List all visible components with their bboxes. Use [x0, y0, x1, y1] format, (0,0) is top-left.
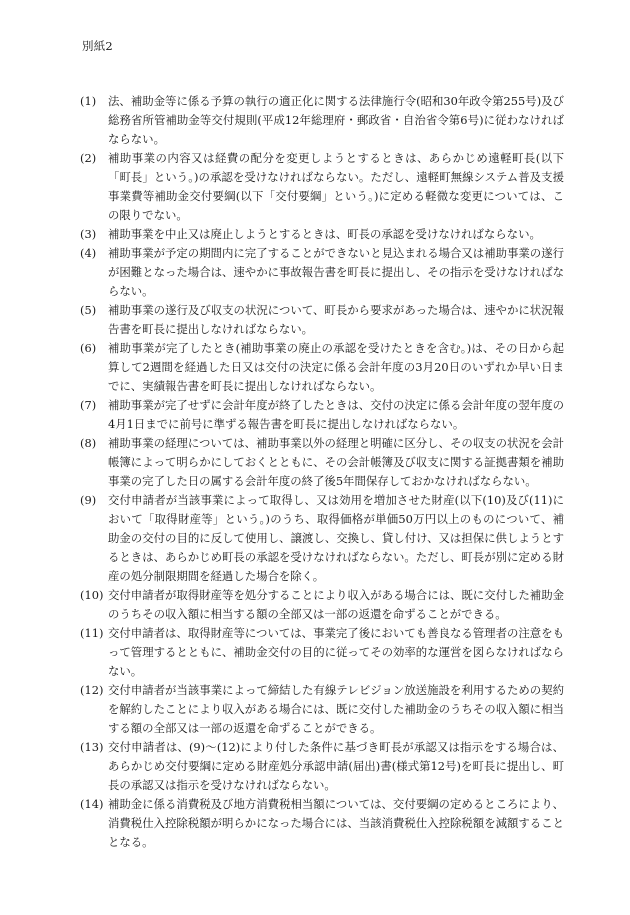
clause-number: (5) [80, 303, 97, 317]
clause-text: 交付申請者が当該事業によって取得し、又は効用を増加させた財産(以下(10)及び(11)において「取得財産等」という。)のうち、取得価格が単価50万円以上のものについて、補助金の交付の目的に反して使用し、譲渡し、交換し、貸し付け、又は担保に供しようとするときは、あらかじめ町長の承認を受けなければならない。ただし、町長が別に定める財産の処分制限期間を経過した場合を除く。 [108, 493, 564, 583]
attachment-heading: 別紙2 [82, 39, 113, 53]
clause-number: (8) [80, 436, 97, 450]
clause-item [80, 301, 564, 339]
clause-item [80, 396, 564, 434]
clause-number: (12) [80, 683, 104, 697]
clause-list [80, 92, 564, 852]
clause-number: (1) [80, 94, 97, 108]
clause-number: (11) [80, 626, 104, 640]
clause-text: 補助事業が予定の期間内に完了することができないと見込まれる場合又は補助事業の遂行が困難となった場合は、速やかに事故報告書を町長に提出し、その指示を受けなければならない。 [108, 246, 564, 298]
clause-number: (2) [80, 151, 97, 165]
clause-number: (14) [80, 797, 104, 811]
clause-item [80, 244, 564, 301]
clause-text: 補助事業が完了せずに会計年度が終了したときは、交付の決定に係る会計年度の翌年度の4月1日までに前号に準ずる報告書を町長に提出しなければならない。 [108, 398, 564, 431]
clause-item [80, 738, 564, 795]
clause-text: 交付申請者が取得財産等を処分することにより収入がある場合には、既に交付した補助金のうちその収入額に相当する額の全部又は一部の返還を命ずることができる。 [108, 588, 564, 621]
clause-text: 交付申請者は、(9)～(12)により付した条件に基づき町長が承認又は指示をする場合は、あらかじめ交付要綱に定める財産処分承認申請(届出)書(様式第12号)を町長に提出し、町長の承認又は指示を受けなければならない。 [108, 740, 564, 792]
clause-number: (3) [80, 227, 97, 241]
clause-item [80, 92, 564, 149]
clause-text: 補助金に係る消費税及び地方消費税相当額については、交付要綱の定めるところにより、消費税仕入控除税額が明らかになった場合には、当該消費税仕入控除税額を減額することとなる。 [108, 797, 564, 849]
clause-text: 法、補助金等に係る予算の執行の適正化に関する法律施行令(昭和30年政令第255号)及び総務省所管補助金等交付規則(平成12年総理府・郵政省・自治省令第6号)に従わなければならない。 [108, 94, 564, 146]
clause-number: (13) [80, 740, 104, 754]
clause-text: 交付申請者が当該事業によって締結した有線テレビジョン放送施設を利用するための契約を解約したことにより収入がある場合には、既に交付した補助金のうちその収入額に相当する額の全部又は一部の返還を命ずることができる。 [108, 683, 564, 735]
clause-text: 補助事業の内容又は経費の配分を変更しようとするときは、あらかじめ遠軽町長(以下「町長」という。)の承認を受けなければならない。ただし、遠軽町無線システム普及支援事業費等補助金交付要綱(以下「交付要綱」という。)に定める軽微な変更については、この限りでない。 [108, 151, 564, 222]
clause-item [80, 624, 564, 681]
clause-item [80, 434, 564, 491]
clause-item [80, 681, 564, 738]
clause-text: 補助事業の経理については、補助事業以外の経理と明確に区分し、その収支の状況を会計帳簿によって明らかにしておくとともに、その会計帳簿及び収支に関する証拠書類を補助事業の完了した日の属する会計年度の終了後5年間保存しておかなければならない。 [108, 436, 564, 488]
clause-text: 補助事業の遂行及び収支の状況について、町長から要求があった場合は、速やかに状況報告書を町長に提出しなければならない。 [108, 303, 564, 336]
clause-item [80, 795, 564, 852]
clause-number: (10) [80, 588, 104, 602]
clause-item [80, 149, 564, 225]
clause-text: 交付申請者は、取得財産等については、事業完了後においても善良なる管理者の注意をもって管理するとともに、補助金交付の目的に従ってその効率的な運営を図らなければならない。 [108, 626, 564, 678]
clause-number: (4) [80, 246, 97, 260]
clause-item [80, 339, 564, 396]
clause-text: 補助事業が完了したとき(補助事業の廃止の承認を受けたときを含む。)は、その日から起算して2週間を経過した日又は交付の決定に係る会計年度の3月20日のいずれか早い日までに、実績報告書を町長に提出しなければならない。 [108, 341, 564, 393]
clause-number: (7) [80, 398, 97, 412]
clause-text: 補助事業を中止又は廃止しようとするときは、町長の承認を受けなければならない。 [108, 227, 541, 241]
clause-number: (6) [80, 341, 97, 355]
clause-item [80, 586, 564, 624]
clause-item [80, 491, 564, 586]
clause-item [80, 225, 564, 244]
clause-number: (9) [80, 493, 97, 507]
